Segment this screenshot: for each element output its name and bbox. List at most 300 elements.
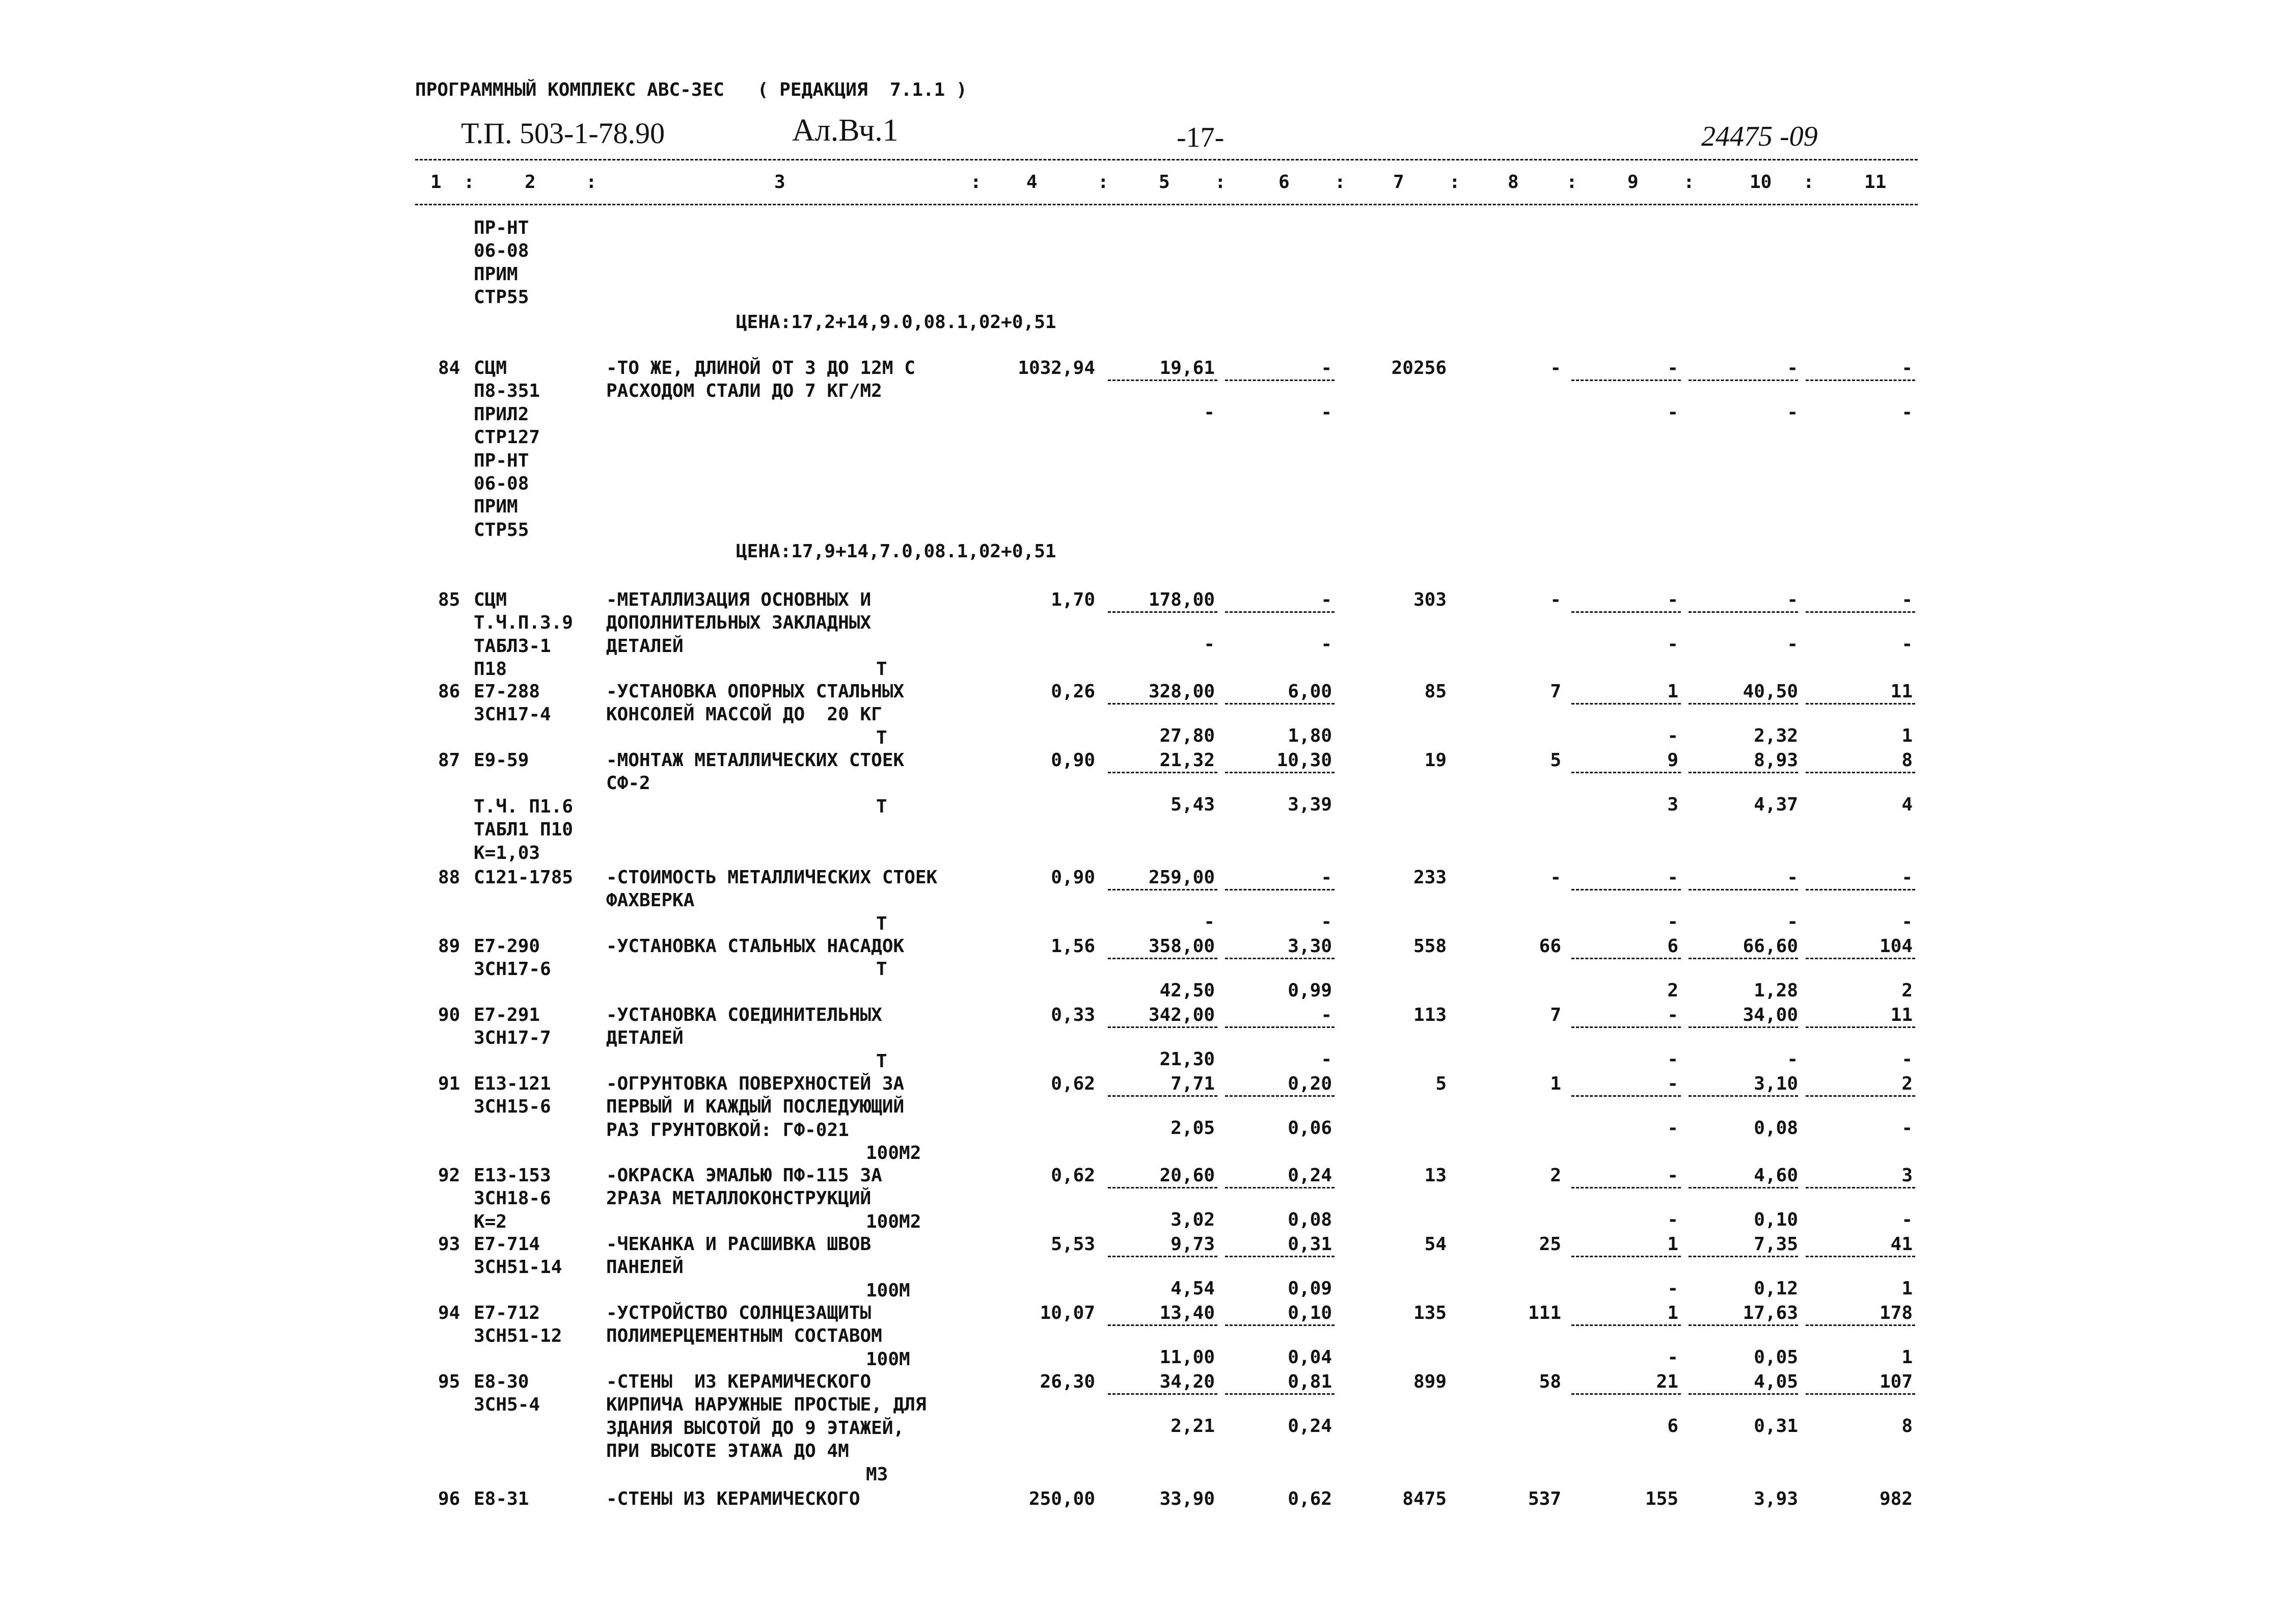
cell-divider bbox=[1689, 1026, 1798, 1028]
cell-divider bbox=[1571, 1187, 1681, 1188]
cell-c9-sub: - bbox=[1667, 1117, 1678, 1139]
cell-c6-sub: 0,04 bbox=[1288, 1346, 1332, 1368]
code-line: П8-351 bbox=[474, 381, 540, 402]
cell-c11: 41 bbox=[1890, 1234, 1913, 1255]
cell-divider bbox=[1225, 1187, 1335, 1188]
description-line: СФ-2 bbox=[606, 773, 650, 794]
cell-c5-sub: 27,80 bbox=[1159, 725, 1215, 746]
document-number: 24475 -09 bbox=[1701, 121, 1818, 152]
cell-divider bbox=[1108, 380, 1217, 381]
column-number: 3 bbox=[774, 172, 785, 193]
column-separator: : bbox=[464, 172, 475, 193]
cell-divider bbox=[1108, 1393, 1217, 1395]
cell-c9: 21 bbox=[1656, 1371, 1678, 1392]
code-line: 3СН18-6 bbox=[474, 1188, 551, 1209]
cell-c10: 17,63 bbox=[1743, 1303, 1798, 1323]
cell-c11: 2 bbox=[1901, 1073, 1913, 1094]
cell-c9: - bbox=[1667, 867, 1678, 888]
code-line: Е13-153 bbox=[474, 1165, 551, 1186]
cell-divider bbox=[1571, 772, 1681, 773]
cell-divider bbox=[1806, 958, 1915, 959]
cell-c9-sub: 6 bbox=[1667, 1415, 1678, 1437]
cell-divider bbox=[1571, 1256, 1681, 1257]
quantity-value: 1032,94 bbox=[1018, 358, 1095, 378]
code-line: К=1,03 bbox=[474, 842, 540, 863]
cell-divider bbox=[1806, 772, 1915, 773]
unit-label: Т bbox=[876, 796, 887, 817]
cell-c9-sub: - bbox=[1667, 1048, 1678, 1070]
cell-c5-sub: 21,30 bbox=[1159, 1048, 1215, 1070]
description-line: -МЕТАЛЛИЗАЦИЯ ОСНОВНЫХ И bbox=[606, 589, 872, 610]
row-number: 92 bbox=[438, 1165, 460, 1186]
unit-label: Т bbox=[876, 913, 887, 934]
unit-label: М3 bbox=[866, 1464, 888, 1485]
cell-divider bbox=[1571, 380, 1681, 381]
description-line: ЗДАНИЯ ВЫСОТОЙ ДО 9 ЭТАЖЕЙ, bbox=[606, 1417, 905, 1439]
column-number: 10 bbox=[1750, 172, 1772, 193]
cell-divider bbox=[1571, 1095, 1681, 1097]
cell-c8: - bbox=[1550, 358, 1561, 378]
cell-c5: 178,00 bbox=[1148, 589, 1215, 610]
description-line: ФАХВЕРКА bbox=[606, 890, 695, 911]
cell-c7: 233 bbox=[1413, 867, 1447, 888]
unit-label: Т bbox=[876, 659, 887, 680]
cell-divider bbox=[1689, 380, 1798, 381]
cell-c8: - bbox=[1550, 589, 1561, 610]
cell-c6-sub: - bbox=[1321, 1048, 1332, 1070]
cell-c11: - bbox=[1901, 867, 1913, 888]
cell-c11: 8 bbox=[1901, 750, 1913, 771]
description-line: ДОПОЛНИТЕЛЬНЫХ ЗАКЛАДНЫХ bbox=[606, 612, 872, 634]
cell-c11: 178 bbox=[1879, 1303, 1913, 1323]
code-line: 3СН5-4 bbox=[474, 1394, 540, 1416]
description-line: -СТОИМОСТЬ МЕТАЛЛИЧЕСКИХ СТОЕК bbox=[606, 867, 938, 888]
cell-c10-sub: 0,31 bbox=[1754, 1415, 1798, 1437]
unit-label: 100М bbox=[866, 1280, 910, 1301]
cell-divider bbox=[1571, 1393, 1681, 1395]
cell-c8: 25 bbox=[1539, 1234, 1561, 1255]
row-number: 91 bbox=[438, 1073, 460, 1094]
cell-c10: 7,35 bbox=[1754, 1234, 1798, 1255]
cell-c8: 58 bbox=[1539, 1371, 1561, 1392]
row-number: 88 bbox=[438, 867, 460, 888]
code-line: ПРИМ bbox=[474, 496, 518, 518]
description-line: -УСТАНОВКА СОЕДИНИТЕЛЬНЫХ bbox=[606, 1005, 882, 1025]
code-line: ТАБЛ3-1 bbox=[474, 635, 551, 657]
unit-label: 100М2 bbox=[866, 1211, 921, 1232]
cell-c9-sub: - bbox=[1667, 725, 1678, 746]
page-number: -17- bbox=[1177, 122, 1224, 153]
description-line: КИРПИЧА НАРУЖНЫЕ ПРОСТЫЕ, ДЛЯ bbox=[606, 1394, 927, 1416]
cell-c11: - bbox=[1901, 589, 1913, 610]
cell-divider bbox=[1225, 1256, 1335, 1257]
cell-divider bbox=[1108, 703, 1217, 705]
code-line: ТАБЛ1 П10 bbox=[474, 819, 574, 841]
cell-c7: 558 bbox=[1413, 936, 1447, 957]
cell-c11-sub: 1 bbox=[1901, 1278, 1913, 1299]
cell-c5: 13,40 bbox=[1159, 1303, 1215, 1323]
quantity-value: 5,53 bbox=[1051, 1234, 1095, 1255]
description-line: КОНСОЛЕЙ МАССОЙ ДО 20 КГ bbox=[606, 704, 882, 725]
cell-divider bbox=[1225, 380, 1335, 381]
cell-divider bbox=[1225, 1026, 1335, 1028]
cell-c9-sub: 2 bbox=[1667, 980, 1678, 1001]
cell-c10: 4,05 bbox=[1754, 1371, 1798, 1392]
description-line: -ОКРАСКА ЭМАЛЬЮ ПФ-115 ЗА bbox=[606, 1165, 882, 1186]
cell-c6-sub: - bbox=[1321, 401, 1332, 423]
cell-c10: 4,60 bbox=[1754, 1165, 1798, 1186]
cell-divider bbox=[1689, 772, 1798, 773]
cell-c11: - bbox=[1901, 358, 1913, 378]
cell-divider bbox=[1225, 1393, 1335, 1395]
column-separator: : bbox=[1566, 172, 1577, 193]
code-line: 3СН17-4 bbox=[474, 704, 551, 725]
row-number: 90 bbox=[438, 1005, 460, 1025]
code-line: 3СН17-7 bbox=[474, 1027, 551, 1049]
cell-divider bbox=[1108, 1026, 1217, 1028]
cell-c6: 10,30 bbox=[1276, 750, 1332, 771]
description-line: -УСТАНОВКА ОПОРНЫХ СТАЛЬНЫХ bbox=[606, 681, 905, 702]
cell-c5-sub: 5,43 bbox=[1171, 794, 1215, 815]
cell-c7: 85 bbox=[1424, 681, 1447, 702]
code-line: Е7-291 bbox=[474, 1005, 540, 1025]
program-header: ПРОГРАММНЫЙ КОМПЛЕКС АВС-3ЕС ( РЕДАКЦИЯ 7.1.1 ) bbox=[415, 79, 967, 100]
cell-c6-sub: - bbox=[1321, 911, 1332, 932]
quantity-value: 0,62 bbox=[1051, 1165, 1095, 1186]
cell-divider bbox=[1225, 772, 1335, 773]
cell-c11: 107 bbox=[1879, 1371, 1913, 1392]
description-line: -ТО ЖЕ, ДЛИНОЙ ОТ 3 ДО 12М С bbox=[606, 358, 915, 378]
column-separator: : bbox=[1335, 172, 1346, 193]
cell-c5: 33,90 bbox=[1159, 1488, 1215, 1509]
cell-c6: 0,24 bbox=[1288, 1165, 1332, 1186]
quantity-value: 0,90 bbox=[1051, 750, 1095, 771]
cell-c8: 66 bbox=[1539, 936, 1561, 957]
cell-c11-sub: - bbox=[1901, 1117, 1913, 1139]
cell-divider bbox=[1689, 1256, 1798, 1257]
cell-c7: 113 bbox=[1413, 1005, 1447, 1025]
code-line: Е7-714 bbox=[474, 1234, 540, 1255]
cell-divider bbox=[1689, 1095, 1798, 1097]
code-line: ПР-НТ bbox=[474, 218, 529, 238]
cell-divider bbox=[1806, 1393, 1915, 1395]
cell-c5: 34,20 bbox=[1159, 1371, 1215, 1392]
cell-divider bbox=[1689, 1187, 1798, 1188]
cell-c11: 982 bbox=[1879, 1488, 1913, 1509]
price-formula: ЦЕНА:17,9+14,7.0,08.1,02+0,51 bbox=[736, 541, 1056, 562]
cell-c6-sub: 0,06 bbox=[1288, 1117, 1332, 1139]
column-separator: : bbox=[1215, 172, 1226, 193]
row-number: 95 bbox=[438, 1371, 460, 1392]
cell-c6-sub: 0,24 bbox=[1288, 1415, 1332, 1437]
cell-c11-sub: - bbox=[1901, 911, 1913, 932]
cell-divider bbox=[1108, 611, 1217, 613]
column-number: 11 bbox=[1864, 172, 1887, 193]
code-line: 06-08 bbox=[474, 473, 529, 494]
cell-c10-sub: - bbox=[1787, 633, 1798, 655]
price-formula: ЦЕНА:17,2+14,9.0,08.1,02+0,51 bbox=[736, 312, 1056, 333]
cell-c10: 66,60 bbox=[1743, 936, 1798, 957]
code-line: ПР-НТ bbox=[474, 450, 529, 471]
cell-c5-sub: - bbox=[1204, 401, 1215, 423]
column-number: 4 bbox=[1026, 172, 1038, 193]
description-line: РАСХОДОМ СТАЛИ ДО 7 КГ/М2 bbox=[606, 381, 882, 402]
cell-c6: 0,31 bbox=[1288, 1234, 1332, 1255]
description-line: 2РАЗА МЕТАЛЛОКОНСТРУКЦИЙ bbox=[606, 1188, 872, 1209]
code-line: 3СН15-6 bbox=[474, 1096, 551, 1118]
cell-c11-sub: 2 bbox=[1901, 980, 1913, 1001]
cell-divider bbox=[1806, 611, 1915, 613]
cell-divider bbox=[1806, 703, 1915, 705]
cell-divider bbox=[1108, 889, 1217, 890]
cell-c6-sub: 1,80 bbox=[1288, 725, 1332, 746]
column-number: 7 bbox=[1393, 172, 1404, 193]
description-line: -СТЕНЫ ИЗ КЕРАМИЧЕСКОГО bbox=[606, 1371, 872, 1392]
column-separator: : bbox=[1098, 172, 1109, 193]
cell-divider bbox=[1225, 611, 1335, 613]
cell-c7: 135 bbox=[1413, 1303, 1447, 1323]
cell-divider bbox=[1225, 1095, 1335, 1097]
cell-divider bbox=[1689, 703, 1798, 705]
cell-divider bbox=[1689, 889, 1798, 890]
cell-divider bbox=[1225, 703, 1335, 705]
cell-c5: 21,32 bbox=[1159, 750, 1215, 771]
cell-c9-sub: 3 bbox=[1667, 794, 1678, 815]
cell-c5-sub: 42,50 bbox=[1159, 980, 1215, 1001]
cell-c5-sub: - bbox=[1204, 633, 1215, 655]
cell-c8: 1 bbox=[1550, 1073, 1561, 1094]
cell-c9: 1 bbox=[1667, 1303, 1678, 1323]
cell-divider bbox=[1571, 611, 1681, 613]
code-line: ПРИЛ2 bbox=[474, 403, 529, 425]
cell-c6: - bbox=[1321, 589, 1332, 610]
code-line: Е7-290 bbox=[474, 936, 540, 957]
cell-c6: 0,20 bbox=[1288, 1073, 1332, 1094]
cell-c9: - bbox=[1667, 1073, 1678, 1094]
code-line: СЦМ bbox=[474, 358, 507, 378]
cell-c11: 11 bbox=[1890, 681, 1913, 702]
code-line: СТР55 bbox=[474, 519, 529, 540]
cell-c9-sub: - bbox=[1667, 1346, 1678, 1368]
cell-c5: 9,73 bbox=[1171, 1234, 1215, 1255]
row-number: 84 bbox=[438, 358, 460, 378]
code-line: 06-08 bbox=[474, 240, 529, 262]
code-line: Т.Ч. П1.6 bbox=[474, 796, 574, 817]
cell-c8: - bbox=[1550, 867, 1561, 888]
cell-divider bbox=[1806, 1026, 1915, 1028]
cell-divider bbox=[1806, 1095, 1915, 1097]
cell-divider bbox=[1225, 1324, 1335, 1326]
cell-c6-sub: 0,09 bbox=[1288, 1278, 1332, 1299]
row-number: 89 bbox=[438, 936, 460, 957]
cell-divider bbox=[1108, 1324, 1217, 1326]
code-line: Е8-31 bbox=[474, 1488, 529, 1509]
cell-divider bbox=[1571, 1026, 1681, 1028]
cell-c6-sub: 3,39 bbox=[1288, 794, 1332, 815]
cell-c10: 3,10 bbox=[1754, 1073, 1798, 1094]
unit-label: 100М bbox=[866, 1348, 910, 1370]
code-line: СТР55 bbox=[474, 287, 529, 308]
cell-c9-sub: - bbox=[1667, 1278, 1678, 1299]
cell-c6-sub: - bbox=[1321, 633, 1332, 655]
cell-divider bbox=[1571, 889, 1681, 890]
cell-c5-sub: 2,21 bbox=[1171, 1415, 1215, 1437]
code-line: Е7-712 bbox=[474, 1303, 540, 1323]
description-line: -СТЕНЫ ИЗ КЕРАМИЧЕСКОГО bbox=[606, 1488, 860, 1509]
code-line: Е13-121 bbox=[474, 1073, 551, 1094]
code-line: 3СН51-12 bbox=[474, 1325, 562, 1347]
cell-c10-sub: - bbox=[1787, 911, 1798, 932]
cell-divider bbox=[1806, 1187, 1915, 1188]
code-line: К=2 bbox=[474, 1211, 507, 1232]
cell-c11-sub: - bbox=[1901, 401, 1913, 423]
quantity-value: 26,30 bbox=[1040, 1371, 1095, 1392]
column-separator: : bbox=[586, 172, 597, 193]
quantity-value: 0,62 bbox=[1051, 1073, 1095, 1094]
quantity-value: 1,70 bbox=[1051, 589, 1095, 610]
quantity-value: 250,00 bbox=[1028, 1488, 1095, 1509]
cell-c6: 6,00 bbox=[1288, 681, 1332, 702]
code-line: П18 bbox=[474, 659, 507, 680]
header-rule-top bbox=[415, 159, 1918, 160]
cell-c7: 899 bbox=[1413, 1371, 1447, 1392]
cell-divider bbox=[1689, 611, 1798, 613]
cell-c10-sub: 0,12 bbox=[1754, 1278, 1798, 1299]
cell-c7: 303 bbox=[1413, 589, 1447, 610]
cell-c8: 7 bbox=[1550, 1005, 1561, 1025]
quantity-value: 1,56 bbox=[1051, 936, 1095, 957]
description-line: ДЕТАЛЕЙ bbox=[606, 635, 684, 657]
description-line: ПАНЕЛЕЙ bbox=[606, 1257, 684, 1278]
code-line: С121-1785 bbox=[474, 867, 574, 888]
row-number: 96 bbox=[438, 1488, 460, 1509]
cell-c10: 8,93 bbox=[1754, 750, 1798, 771]
cell-c8: 2 bbox=[1550, 1165, 1561, 1186]
cell-divider bbox=[1689, 1393, 1798, 1395]
cell-c10: 3,93 bbox=[1754, 1488, 1798, 1509]
cell-c5: 358,00 bbox=[1148, 936, 1215, 957]
cell-c11: 11 bbox=[1890, 1005, 1913, 1025]
cell-c10-sub: 1,28 bbox=[1754, 980, 1798, 1001]
unit-label: Т bbox=[876, 1050, 887, 1072]
cell-c9-sub: - bbox=[1667, 1209, 1678, 1230]
description-line: -ЧЕКАНКА И РАСШИВКА ШВОВ bbox=[606, 1234, 872, 1255]
cell-c9-sub: - bbox=[1667, 911, 1678, 932]
cell-c9-sub: - bbox=[1667, 401, 1678, 423]
cell-c9: 1 bbox=[1667, 1234, 1678, 1255]
description-line: -УСТРОЙСТВО СОЛНЦЕЗАЩИТЫ bbox=[606, 1303, 872, 1323]
cell-c6-sub: 0,99 bbox=[1288, 980, 1332, 1001]
cell-c7: 5 bbox=[1435, 1073, 1447, 1094]
cell-c9: - bbox=[1667, 358, 1678, 378]
cell-divider bbox=[1108, 1187, 1217, 1188]
cell-c6: 0,10 bbox=[1288, 1303, 1332, 1323]
cell-c5: 328,00 bbox=[1148, 681, 1215, 702]
description-line: -УСТАНОВКА СТАЛЬНЫХ НАСАДОК bbox=[606, 936, 905, 957]
cell-c11-sub: 4 bbox=[1901, 794, 1913, 815]
cell-c5: 7,71 bbox=[1171, 1073, 1215, 1094]
cell-divider bbox=[1571, 958, 1681, 959]
quantity-value: 0,33 bbox=[1051, 1005, 1095, 1025]
cell-c9: - bbox=[1667, 1005, 1678, 1025]
row-number: 86 bbox=[438, 681, 460, 702]
cell-c7: 13 bbox=[1424, 1165, 1447, 1186]
cell-c10-sub: - bbox=[1787, 401, 1798, 423]
description-line: РАЗ ГРУНТОВКОЙ: ГФ-021 bbox=[606, 1119, 849, 1141]
cell-divider bbox=[1571, 703, 1681, 705]
cell-c5-sub: 2,05 bbox=[1171, 1117, 1215, 1139]
cell-divider bbox=[1806, 889, 1915, 890]
unit-label: Т bbox=[876, 959, 887, 980]
cell-c11-sub: - bbox=[1901, 633, 1913, 655]
album-code: Ал.Вч.1 bbox=[792, 113, 899, 148]
cell-c9: 1 bbox=[1667, 681, 1678, 702]
unit-label: Т bbox=[876, 727, 887, 748]
code-line: Т.Ч.П.3.9 bbox=[474, 612, 574, 634]
cell-c5-sub: 11,00 bbox=[1159, 1346, 1215, 1368]
cell-c5: 259,00 bbox=[1148, 867, 1215, 888]
row-number: 85 bbox=[438, 589, 460, 610]
cell-c10-sub: - bbox=[1787, 1048, 1798, 1070]
code-line: ПРИМ bbox=[474, 263, 518, 285]
cell-c6-sub: 0,08 bbox=[1288, 1209, 1332, 1230]
cell-c5-sub: 3,02 bbox=[1171, 1209, 1215, 1230]
cell-c10-sub: 2,32 bbox=[1754, 725, 1798, 746]
cell-c9: 9 bbox=[1667, 750, 1678, 771]
cell-c9-sub: - bbox=[1667, 633, 1678, 655]
header-rule-bottom bbox=[415, 204, 1918, 205]
cell-c10: 40,50 bbox=[1743, 681, 1798, 702]
quantity-value: 0,26 bbox=[1051, 681, 1095, 702]
description-line: ПРИ ВЫСОТЕ ЭТАЖА ДО 4М bbox=[606, 1441, 849, 1462]
cell-c9: 6 bbox=[1667, 936, 1678, 957]
column-number: 9 bbox=[1627, 172, 1639, 193]
cell-c5-sub: - bbox=[1204, 911, 1215, 932]
cell-c9: - bbox=[1667, 1165, 1678, 1186]
column-separator: : bbox=[1683, 172, 1695, 193]
cell-c11-sub: 1 bbox=[1901, 725, 1913, 746]
cell-divider bbox=[1108, 958, 1217, 959]
cell-c8: 537 bbox=[1528, 1488, 1561, 1509]
cell-c11-sub: - bbox=[1901, 1209, 1913, 1230]
code-line: Е8-30 bbox=[474, 1371, 529, 1392]
cell-divider bbox=[1108, 1256, 1217, 1257]
row-number: 93 bbox=[438, 1234, 460, 1255]
cell-c9: 155 bbox=[1645, 1488, 1678, 1509]
cell-c10: 34,00 bbox=[1743, 1005, 1798, 1025]
cell-divider bbox=[1571, 1324, 1681, 1326]
column-separator: : bbox=[970, 172, 982, 193]
cell-c11-sub: 1 bbox=[1901, 1346, 1913, 1368]
cell-c7: 8475 bbox=[1402, 1488, 1447, 1509]
cell-divider bbox=[1806, 1256, 1915, 1257]
cell-c6: - bbox=[1321, 867, 1332, 888]
cell-c5: 20,60 bbox=[1159, 1165, 1215, 1186]
cell-c8: 7 bbox=[1550, 681, 1561, 702]
cell-divider bbox=[1225, 958, 1335, 959]
code-line: СТР127 bbox=[474, 427, 540, 448]
code-line: СЦМ bbox=[474, 589, 507, 610]
cell-c10: - bbox=[1787, 589, 1798, 610]
description-line: ДЕТАЛЕЙ bbox=[606, 1027, 684, 1049]
code-line: Е7-288 bbox=[474, 681, 540, 702]
cell-c9: - bbox=[1667, 589, 1678, 610]
cell-c5: 19,61 bbox=[1159, 358, 1215, 378]
cell-c6: - bbox=[1321, 358, 1332, 378]
cell-c11-sub: - bbox=[1901, 1048, 1913, 1070]
cell-c5-sub: 4,54 bbox=[1171, 1278, 1215, 1299]
cell-c7: 54 bbox=[1424, 1234, 1447, 1255]
